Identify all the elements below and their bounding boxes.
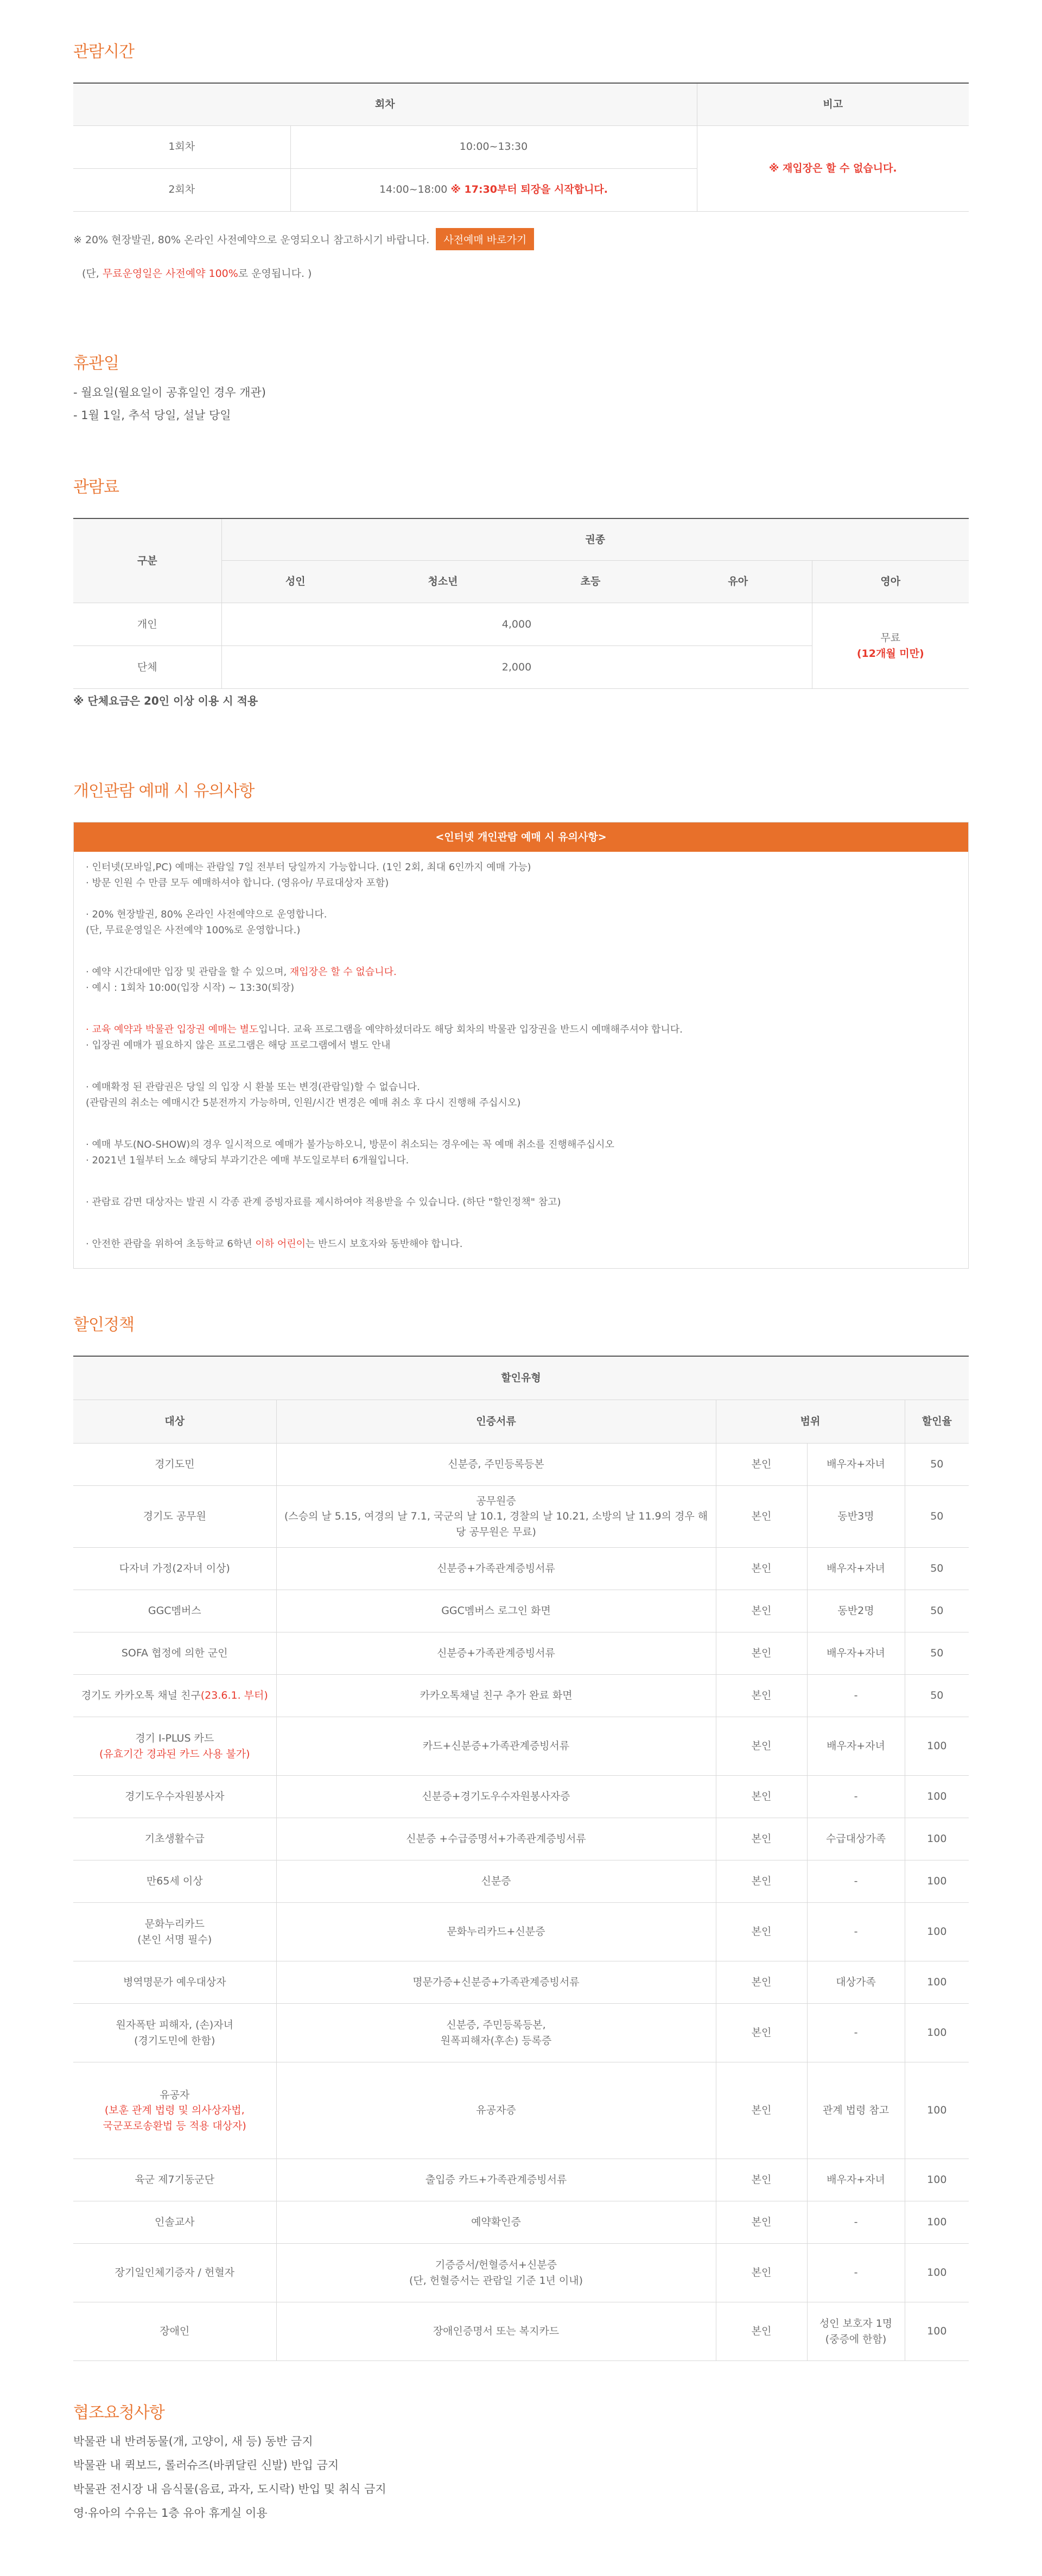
doc-header: 인증서류: [276, 1400, 716, 1443]
discount-scope-self: 본인: [716, 2244, 807, 2302]
discount-scope-self: 본인: [716, 1590, 807, 1632]
kind-child: 유아: [664, 561, 812, 603]
list-item: 박물관 내 퀵보드, 롤러슈즈(바퀴달린 신발) 반입 금지: [73, 2459, 339, 2472]
notice-emphasis: 재입장은 할 수 없습니다.: [289, 966, 397, 978]
discount-policy-title: 할인정책: [73, 1315, 134, 1334]
table-row: [73, 2004, 969, 2062]
admission-fee-table: [73, 518, 969, 689]
notice-block: [86, 1137, 957, 1168]
discount-scope-self: 본인: [716, 2062, 807, 2159]
free-day-note-pre: (단,: [82, 267, 103, 280]
discount-doc-cell: 신분증, 주민등록등본: [276, 1443, 716, 1485]
discount-target-cell: [73, 1443, 276, 1485]
discount-rate-cell: 50: [905, 1632, 969, 1675]
discount-doc-cell: 신분증+가족관계증빙서류: [276, 1548, 716, 1590]
notice-line: [86, 1022, 957, 1037]
discount-scope-self: 본인: [716, 1717, 807, 1776]
time-text: 10:00~13:30: [459, 141, 528, 153]
fee-price-cell: 4,000: [221, 603, 812, 646]
discount-rate-cell: 50: [905, 1548, 969, 1590]
discount-rate-cell: 100: [905, 1860, 969, 1903]
list-item: - 1월 1일, 추석 당일, 설날 당일: [73, 408, 231, 422]
round-cell: 2회차: [73, 168, 290, 211]
discount-doc-cell: 신분증+가족관계증빙서류: [276, 1632, 716, 1675]
table-row: [73, 1443, 969, 1485]
discount-scope-family: -: [807, 2244, 905, 2302]
list-item: 영·유아의 수유는 1층 유아 휴게실 이용: [73, 2507, 268, 2520]
note-header: 비고: [697, 83, 969, 125]
discount-scope-family: -: [807, 1776, 905, 1818]
admission-fee-section: [73, 473, 969, 708]
closed-days-section: [73, 350, 969, 427]
discount-target-text: 장애인: [160, 2325, 190, 2338]
discount-target-cell: [73, 2244, 276, 2302]
closed-days-title: 휴관일: [73, 353, 119, 373]
notice-body: [74, 852, 968, 1268]
discount-target-cell: [73, 1632, 276, 1675]
time-cell: [290, 125, 697, 168]
discount-rate-cell: 100: [905, 1776, 969, 1818]
notice-text: 입니다. 교육 프로그램을 예약하셨더라도 해당 회차의 박물관 입장권을 반드시 예매해주셔야 합니다.: [258, 1024, 683, 1035]
table-row: [73, 1590, 969, 1632]
kind-header: 권종: [221, 518, 969, 561]
round-cell: 1회차: [73, 125, 290, 168]
discount-policy-section: [73, 1311, 969, 2361]
discount-target-cell: [73, 2062, 276, 2159]
discount-target-text: 경기도 카카오톡 채널 친구: [81, 1689, 201, 1702]
discount-target-text: SOFA 협정에 의한 군인: [121, 1647, 228, 1660]
discount-scope-self: 본인: [716, 1485, 807, 1548]
discount-scope-self: 본인: [716, 1443, 807, 1485]
discount-scope-family: -: [807, 2004, 905, 2062]
discount-target-text: 만65세 이상: [146, 1875, 203, 1888]
table-row: [73, 1903, 969, 1961]
discount-scope-self: 본인: [716, 2159, 807, 2201]
discount-doc-cell: 기증증서/헌혈증서+신분증 (단, 헌혈증서는 관람일 기준 1년 이내): [276, 2244, 716, 2302]
discount-target-text: 다자녀 가정(2자녀 이상): [119, 1562, 230, 1575]
discount-target-cell: [73, 1776, 276, 1818]
discount-target-cell: [73, 2004, 276, 2062]
discount-scope-self: 본인: [716, 2302, 807, 2361]
discount-doc-cell: 신분증: [276, 1860, 716, 1903]
infant-free-text: 무료: [880, 632, 901, 644]
discount-rate-cell: 100: [905, 2244, 969, 2302]
table-row: [73, 1632, 969, 1675]
reservation-notice-section: [73, 777, 969, 1269]
discount-table-body: [73, 1443, 969, 2361]
discount-scope-family: 배우자+자녀: [807, 2159, 905, 2201]
notice-block: [86, 1236, 957, 1252]
discount-scope-self: 본인: [716, 1632, 807, 1675]
notice-line: [86, 964, 957, 980]
list-item: 박물관 전시장 내 음식물(음료, 과자, 도시락) 반입 및 취식 금지: [73, 2483, 386, 2496]
discount-target-cell: [73, 1548, 276, 1590]
discount-target-cell: [73, 1903, 276, 1961]
discount-target-cell: [73, 1818, 276, 1860]
round-header: 회차: [73, 83, 697, 125]
discount-scope-self: 본인: [716, 1776, 807, 1818]
notice-emphasis: 이하 어린이: [255, 1238, 306, 1250]
discount-table: [73, 1356, 969, 2361]
discount-doc-cell: 명문가증+신분증+가족관계증빙서류: [276, 1961, 716, 2004]
discount-type-header: 할인유형: [73, 1356, 969, 1400]
discount-target-text: 기초생활수급: [144, 1833, 205, 1845]
table-row: [73, 2159, 969, 2201]
scope-header: 범위: [716, 1400, 905, 1443]
discount-scope-family: 관계 법령 참고: [807, 2062, 905, 2159]
fee-type-cell: 단체: [73, 646, 221, 689]
table-row: [73, 1818, 969, 1860]
hours-note: [73, 228, 969, 250]
table-row: [73, 2201, 969, 2244]
table-row: [73, 1961, 969, 2004]
reentry-note: ※ 재입장은 할 수 없습니다.: [697, 125, 969, 211]
discount-doc-cell: 출입증 카드+가족관계증빙서류: [276, 2159, 716, 2201]
notice-block: [86, 1022, 957, 1053]
discount-rate-cell: 100: [905, 2159, 969, 2201]
discount-rate-cell: 100: [905, 2302, 969, 2361]
notice-line: [86, 1236, 957, 1252]
notice-text: · 예약 시간대에만 입장 및 관람을 할 수 있으며,: [86, 966, 290, 978]
discount-doc-cell: 신분증, 주민등록등본, 원폭피해자(후손) 등록증: [276, 2004, 716, 2062]
discount-doc-cell: 카카오톡채널 친구 추가 완료 화면: [276, 1675, 716, 1717]
discount-scope-family: -: [807, 1860, 905, 1903]
discount-target-text: 경기도우수자원봉사자: [124, 1790, 225, 1803]
discount-doc-cell: 카드+신분증+가족관계증빙서류: [276, 1717, 716, 1776]
discount-doc-cell: 문화누리카드+신분증: [276, 1903, 716, 1961]
discount-scope-self: 본인: [716, 1818, 807, 1860]
list-item: - 월요일(월요일이 공휴일인 경우 개관): [73, 385, 266, 399]
infant-age-note: (12개월 미만): [856, 647, 924, 660]
notice-line: · 2021년 1월부터 노쇼 해당되 부과기간은 예매 부도일로부터 6개월입니다.: [86, 1155, 409, 1166]
notice-block: [86, 964, 957, 996]
notice-box-title: <인터넷 개인관람 예매 시 유의사항>: [74, 822, 968, 852]
notice-text: 는 반드시 보호자와 동반해야 합니다.: [306, 1238, 463, 1250]
discount-scope-family: -: [807, 1903, 905, 1961]
notice-line: (관람권의 취소는 예매시간 5분전까지 가능하며, 인원/시간 변경은 예매 취소 후 다시 진행해 주십시오): [86, 1097, 521, 1109]
table-row: [73, 2062, 969, 2159]
rate-header: 할인율: [905, 1400, 969, 1443]
discount-target-text: 병역명문가 예우대상자: [123, 1976, 226, 1989]
table-row: [73, 1485, 969, 1548]
discount-scope-family: 배우자+자녀: [807, 1717, 905, 1776]
discount-scope-self: 본인: [716, 1548, 807, 1590]
discount-target-text: GGC멤버스: [148, 1605, 201, 1617]
viewing-hours-section: [73, 38, 969, 280]
table-row: [73, 1717, 969, 1776]
notice-line: · 20% 현장발권, 80% 온라인 사전예약으로 운영합니다.: [86, 909, 327, 920]
discount-target-text: 인솔교사: [155, 2216, 195, 2229]
exit-notice: ※ 17:30부터 퇴장을 시작합니다.: [450, 183, 608, 196]
discount-scope-family: 배우자+자녀: [807, 1548, 905, 1590]
discount-scope-self: 본인: [716, 1675, 807, 1717]
discount-target-cell: [73, 1860, 276, 1903]
discount-target-note: (보훈 관계 법령 및 의사상자법, 국군포로송환법 등 적용 대상자): [103, 2104, 246, 2132]
table-row: [73, 1776, 969, 1818]
discount-rate-cell: 100: [905, 1903, 969, 1961]
discount-rate-cell: 100: [905, 2201, 969, 2244]
notice-line: · 관람료 감면 대상자는 발권 시 각종 관계 증빙자료를 제시하여야 적용받을 수 있습니다. (하단 "할인정책" 참고): [86, 1197, 561, 1208]
viewing-hours-table: [73, 83, 969, 212]
discount-rate-cell: 50: [905, 1590, 969, 1632]
discount-rate-cell: 50: [905, 1443, 969, 1485]
discount-doc-cell: GGC멤버스 로그인 화면: [276, 1590, 716, 1632]
notice-block: [86, 859, 957, 938]
discount-scope-family: -: [807, 1675, 905, 1717]
notice-block: [86, 1079, 957, 1111]
discount-scope-family: 성인 보호자 1명 (중증에 한함): [807, 2302, 905, 2361]
discount-target-cell: [73, 1961, 276, 2004]
table-row: [73, 1675, 969, 1717]
discount-doc-cell: 신분증+경기도우수자원봉사자증: [276, 1776, 716, 1818]
discount-target-cell: [73, 1485, 276, 1548]
notice-block: [86, 1194, 957, 1210]
discount-rate-cell: 50: [905, 1485, 969, 1548]
discount-target-cell: [73, 1717, 276, 1776]
reservation-notice-title: 개인관람 예매 시 유의사항: [73, 782, 255, 801]
discount-target-text: 유공자: [160, 2088, 190, 2101]
notice-line: · 입장권 예매가 필요하지 않은 프로그램은 해당 프로그램에서 별도 안내: [86, 1040, 391, 1051]
discount-target-text: 원자폭탄 피해자, (손)자녀 (경기도민에 한함): [116, 2019, 233, 2047]
discount-scope-family: 대상가족: [807, 1961, 905, 2004]
table-row: [73, 2244, 969, 2302]
hours-note-text: ※ 20% 현장발권, 80% 온라인 사전예약으로 운영되오니 참고하시기 바랍니다.: [73, 233, 430, 246]
discount-target-text: 경기 I-PLUS 카드: [135, 1732, 214, 1744]
table-row: [73, 2302, 969, 2361]
time-text: 14:00~18:00: [379, 183, 448, 196]
discount-target-cell: [73, 2201, 276, 2244]
discount-doc-cell: 공무원증 (스승의 날 5.15, 여경의 날 7.1, 국군의 날 10.1, 경찰의 날 10.21, 소방의 날 11.9의 경우 해당 공무원은 무료): [276, 1485, 716, 1548]
discount-scope-family: -: [807, 2201, 905, 2244]
discount-scope-self: 본인: [716, 2004, 807, 2062]
table-row: [73, 603, 969, 646]
list-item: 박물관 내 반려동물(개, 고양이, 새 등) 동반 금지: [73, 2435, 313, 2448]
discount-rate-cell: 50: [905, 1675, 969, 1717]
discount-target-note: (23.6.1. 부터): [200, 1689, 268, 1702]
cooperation-section: [73, 2399, 969, 2525]
discount-scope-self: 본인: [716, 2201, 807, 2244]
notice-line: [86, 891, 957, 907]
discount-scope-family: 동반3명: [807, 1485, 905, 1548]
notice-text: · 안전한 관람을 위하여 초등학교 6학년: [86, 1238, 256, 1250]
discount-doc-cell: 유공자증: [276, 2062, 716, 2159]
fee-price-cell: 2,000: [221, 646, 812, 689]
notice-box: [73, 822, 969, 1269]
discount-rate-cell: 100: [905, 1961, 969, 2004]
type-header: 구분: [73, 518, 221, 603]
discount-scope-self: 본인: [716, 1961, 807, 2004]
discount-target-text: 경기도 공무원: [143, 1510, 206, 1522]
kind-infant: 영아: [812, 561, 969, 603]
time-cell: [290, 168, 697, 211]
discount-scope-family: 동반2명: [807, 1590, 905, 1632]
discount-target-text: 장기일인체기증자 / 헌혈자: [115, 2267, 234, 2279]
discount-target-text: 문화누리카드 (본인 서명 필수): [137, 1918, 212, 1946]
discount-scope-family: 수급대상가족: [807, 1818, 905, 1860]
free-day-note-em: 무료운영일은 사전예약 100%: [102, 267, 238, 280]
group-fee-note: ※ 단체요금은 20인 이상 이용 시 적용: [73, 694, 258, 707]
notice-line: · 인터넷(모바일,PC) 예매는 관람일 7일 전부터 당일까지 가능합니다. (1인 2회, 최대 6인까지 예매 가능): [86, 862, 531, 873]
notice-line: · 예시 : 1회차 10:00(입장 시작) ~ 13:30(퇴장): [86, 982, 295, 993]
advance-reservation-button[interactable]: 사전예매 바로가기: [436, 228, 534, 250]
cooperation-title: 협조요청사항: [73, 2403, 164, 2422]
discount-target-cell: [73, 2159, 276, 2201]
discount-rate-cell: 100: [905, 1818, 969, 1860]
discount-rate-cell: 100: [905, 2004, 969, 2062]
kind-youth: 청소년: [369, 561, 517, 603]
table-row: [73, 1860, 969, 1903]
discount-rate-cell: 100: [905, 1717, 969, 1776]
discount-doc-cell: 신분증 +수급증명서+가족관계증빙서류: [276, 1818, 716, 1860]
discount-target-cell: [73, 1590, 276, 1632]
kind-elementary: 초등: [517, 561, 664, 603]
free-day-note-post: 로 운영됩니다. ): [238, 267, 312, 280]
discount-scope-family: 배우자+자녀: [807, 1632, 905, 1675]
discount-scope-self: 본인: [716, 1860, 807, 1903]
notice-line: · 방문 인원 수 만큼 모두 예매하셔야 합니다. (영유아/ 무료대상자 포함): [86, 877, 389, 889]
notice-line: (단, 무료운영일은 사전예약 100%로 운영합니다.): [86, 925, 301, 936]
admission-fee-title: 관람료: [73, 477, 119, 497]
discount-doc-cell: 예약확인증: [276, 2201, 716, 2244]
infant-fee-cell: [812, 603, 969, 689]
free-day-note: [82, 265, 969, 280]
notice-emphasis: · 교육 예약과 박물관 입장권 예매는 별도: [86, 1024, 259, 1035]
table-row: [73, 1548, 969, 1590]
discount-rate-cell: 100: [905, 2062, 969, 2159]
discount-target-text: 경기도민: [155, 1458, 195, 1470]
kind-adult: 성인: [221, 561, 369, 603]
viewing-hours-title: 관람시간: [73, 42, 134, 61]
table-row: [73, 125, 969, 168]
notice-line: · 예매 부도(NO-SHOW)의 경우 일시적으로 예매가 불가능하오니, 방문이 취소되는 경우에는 꼭 예매 취소를 진행해주십시오: [86, 1139, 614, 1150]
discount-target-cell: [73, 1675, 276, 1717]
fee-type-cell: 개인: [73, 603, 221, 646]
target-header: 대상: [73, 1400, 276, 1443]
discount-scope-family: 배우자+자녀: [807, 1443, 905, 1485]
discount-target-cell: [73, 2302, 276, 2361]
discount-doc-cell: 장애인증명서 또는 복지카드: [276, 2302, 716, 2361]
discount-target-text: 육군 제7기동군단: [135, 2174, 215, 2186]
discount-scope-self: 본인: [716, 1903, 807, 1961]
discount-target-note: (유효기간 경과된 카드 사용 불가): [99, 1748, 250, 1760]
notice-line: · 예매확정 된 관람권은 당일 의 입장 시 환불 또는 변경(관람일)할 수 없습니다.: [86, 1081, 420, 1093]
